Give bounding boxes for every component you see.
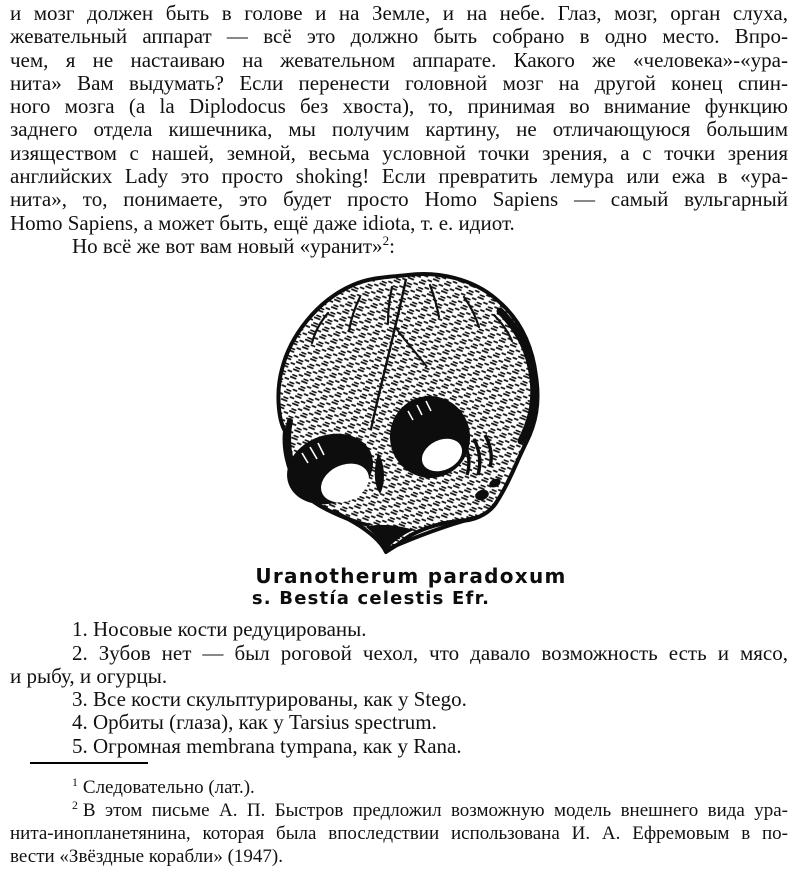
footnote-divider — [30, 762, 148, 764]
text-line: английских Lady это просто shoking! Если превратить лемура или ежа в «ура- — [10, 164, 788, 189]
list-item: 4. Орбиты (глаза), как у Tarsius spectrum. — [72, 710, 437, 735]
text-line: изяществом с нашей, земной, весьма условной точки зрения, а с точки зрения — [10, 140, 788, 165]
footnote-1 — [10, 776, 788, 799]
footnote-marker-2: 2 — [382, 232, 390, 248]
uranotherum-skull-illustration — [268, 271, 573, 561]
text-line: нита» Вам выдумать? Если перенести головной мозг на другой конец спин- — [10, 70, 788, 95]
text-line: ного мозга (a la Diplodocus без хвоста), то, принимая во внимание функцию — [10, 94, 788, 119]
text-line: заднего отдела кишечника, мы получим картину, не отличающуюся большим — [10, 117, 788, 142]
footnote-2 — [10, 799, 788, 822]
footnote-2-continuation: нита-инопланетянина, которая была впоследствии использована И. А. Ефремовым в по- — [10, 823, 788, 845]
footnote-2-text: В этом письме А. П. Быстров предложил возможную модель внешнего вида ура- — [82, 800, 788, 822]
feature-list — [10, 618, 788, 758]
intro-line-colon: : — [389, 233, 395, 258]
list-item-continuation: и рыбу, и огурцы. — [10, 663, 168, 688]
list-item: 2. Зубов нет — был роговой чехол, что давало возможность есть и мясо, — [72, 640, 788, 665]
main-paragraph — [10, 2, 788, 235]
text-line: чем, я не настаиваю на жевательном аппарате. Какого же «человека»-«ура- — [10, 47, 788, 72]
footnote-1-text: Следовательно (лат.). — [82, 777, 255, 799]
intro-line-text: Но всё же вот вам новый «уранит» — [72, 233, 383, 258]
footnote-2-continuation: вести «Звёздные корабли» (1947). — [10, 846, 283, 868]
list-item: 1. Носовые кости редуцированы. — [72, 617, 367, 642]
footnote-2-marker: 2 — [72, 798, 78, 812]
footnote-1-marker: 1 — [72, 775, 78, 789]
text-line: жевательный аппарат — всё это должно быть собрано в одно место. Впро- — [10, 24, 788, 49]
intro-line — [10, 232, 788, 258]
footnotes — [10, 776, 788, 868]
figure-caption-line1: Uranotherum paradoxum — [255, 564, 567, 589]
list-item: 5. Огромная membrana tympana, как у Rana. — [72, 733, 462, 758]
text-line: Homo Sapiens, а может быть, ещё даже idiota, т. е. идиот. — [10, 210, 515, 235]
text-line: нита», то, понимаете, это будет просто Homo Sapiens — самый вульгарный — [10, 187, 788, 212]
skull-figure — [10, 271, 788, 610]
list-item: 3. Все кости скульптурированы, как у Stego. — [72, 687, 467, 712]
figure-caption — [10, 564, 788, 610]
figure-caption-line2: s. Bestía celestis Efr. — [251, 588, 491, 610]
text-line: и мозг должен быть в голове и на Земле, и на небе. Глаз, мозг, орган слуха, — [10, 1, 788, 25]
